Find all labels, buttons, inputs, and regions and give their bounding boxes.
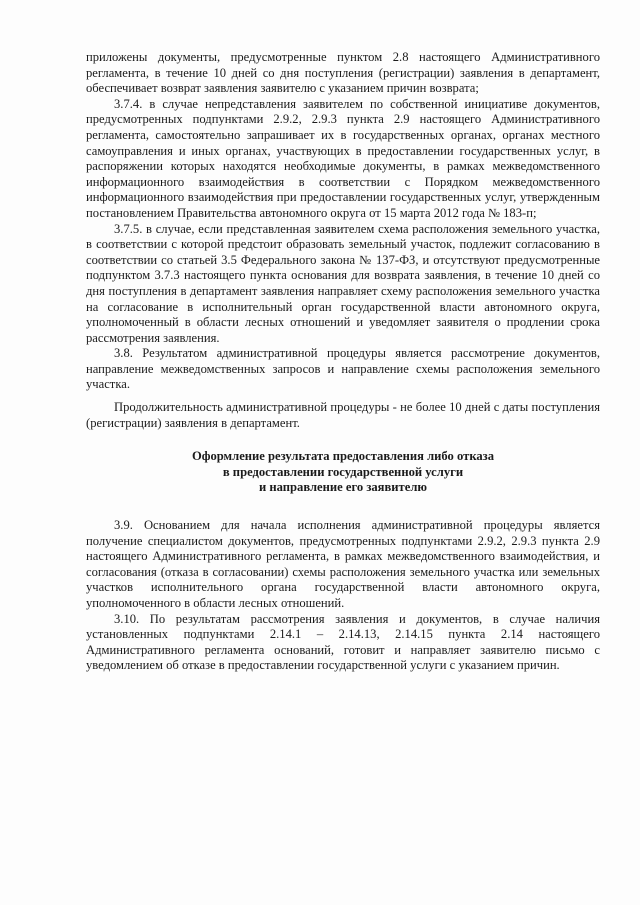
section-heading	[86, 449, 600, 496]
paragraph-3-7-5: 3.7.5. в случае, если представленная заявителем схема расположения земельного участка, в соответствии с которой предстоит образовать земельный участок, подлежит согласованию в соответствии со статьей 3.5 Федерального закона № 137-ФЗ, и отсутствуют предусмотренные подпунктом 3.7.3 настоящего пункта основания для возврата заявления, в течение 10 дней со дня поступления в департамент заявления направляет схему расположения земельного участка на согласование в исполнительный орган государственной власти автономного округа, уполномоченный в области лесных отношений и уведомляет заявителя о продлении срока рассмотрения заявления.	[86, 221, 600, 345]
paragraph-3-9: 3.9. Основанием для начала исполнения административной процедуры является получение специалистом документов, предусмотренных подпунктами 2.9.2, 2.9.3 пункта 2.9 настоящего Административного регламента, в рамках межведомственного взаимодействия, и согласования (отказа в согласовании) схемы расположения земельного участка или земельных участков исполнительного органа государственной власти автономного округа, уполномоченного в области лесных отношений.	[86, 518, 600, 610]
document-body	[86, 50, 600, 674]
heading-line-1: Оформление результата предоставления либо отказа	[191, 449, 495, 464]
paragraph-duration: Продолжительность административной процедуры - не более 10 дней с даты поступления (регистрации) заявления в департамент.	[86, 400, 600, 430]
paragraph-3-8: 3.8. Результатом административной процедуры является рассмотрение документов, направление межведомственных запросов и направление схемы расположения земельного участка.	[86, 346, 600, 392]
paragraph-3-7-4: 3.7.4. в случае непредставления заявителем по собственной инициативе документов, предусмотренных подпунктами 2.9.2, 2.9.3 пункта 2.9 настоящего Административного регламента, самостоятельно запрашивает их в государственных органах, органах местного самоуправления и иных органах, участвующих в предоставлении государственных услуг, в распоряжении которых находятся необходимые документы, в рамках межведомственного информационного взаимодействия в соответствии с Порядком межведомственного информационного взаимодействия при предоставлении государственных услуг, утвержденным постановлением Правительства автономного округа от 15 марта 2012 года № 183-п;	[86, 96, 600, 220]
spacer	[86, 496, 600, 518]
spacer	[86, 393, 600, 400]
heading-line-2: в предоставлении государственной услуги	[222, 464, 464, 479]
spacer	[86, 431, 600, 449]
paragraph-3-10: 3.10. По результатам рассмотрения заявления и документов, в случае наличия установленных подпунктами 2.14.1 – 2.14.13, 2.14.15 пункта 2.14 настоящего Административного регламента оснований, готовит и направляет заявителю письмо с уведомлением об отказе в предоставлении государственной услуги с указанием причин.	[86, 611, 600, 673]
paragraph-continuation: приложены документы, предусмотренные пунктом 2.8 настоящего Административного регламента, в течение 10 дней со дня поступления (регистрации) заявления в департамент, обеспечивает возврат заявления заявителю с указанием причин возврата;	[86, 50, 600, 96]
heading-line-3: и направление его заявителю	[258, 480, 428, 495]
